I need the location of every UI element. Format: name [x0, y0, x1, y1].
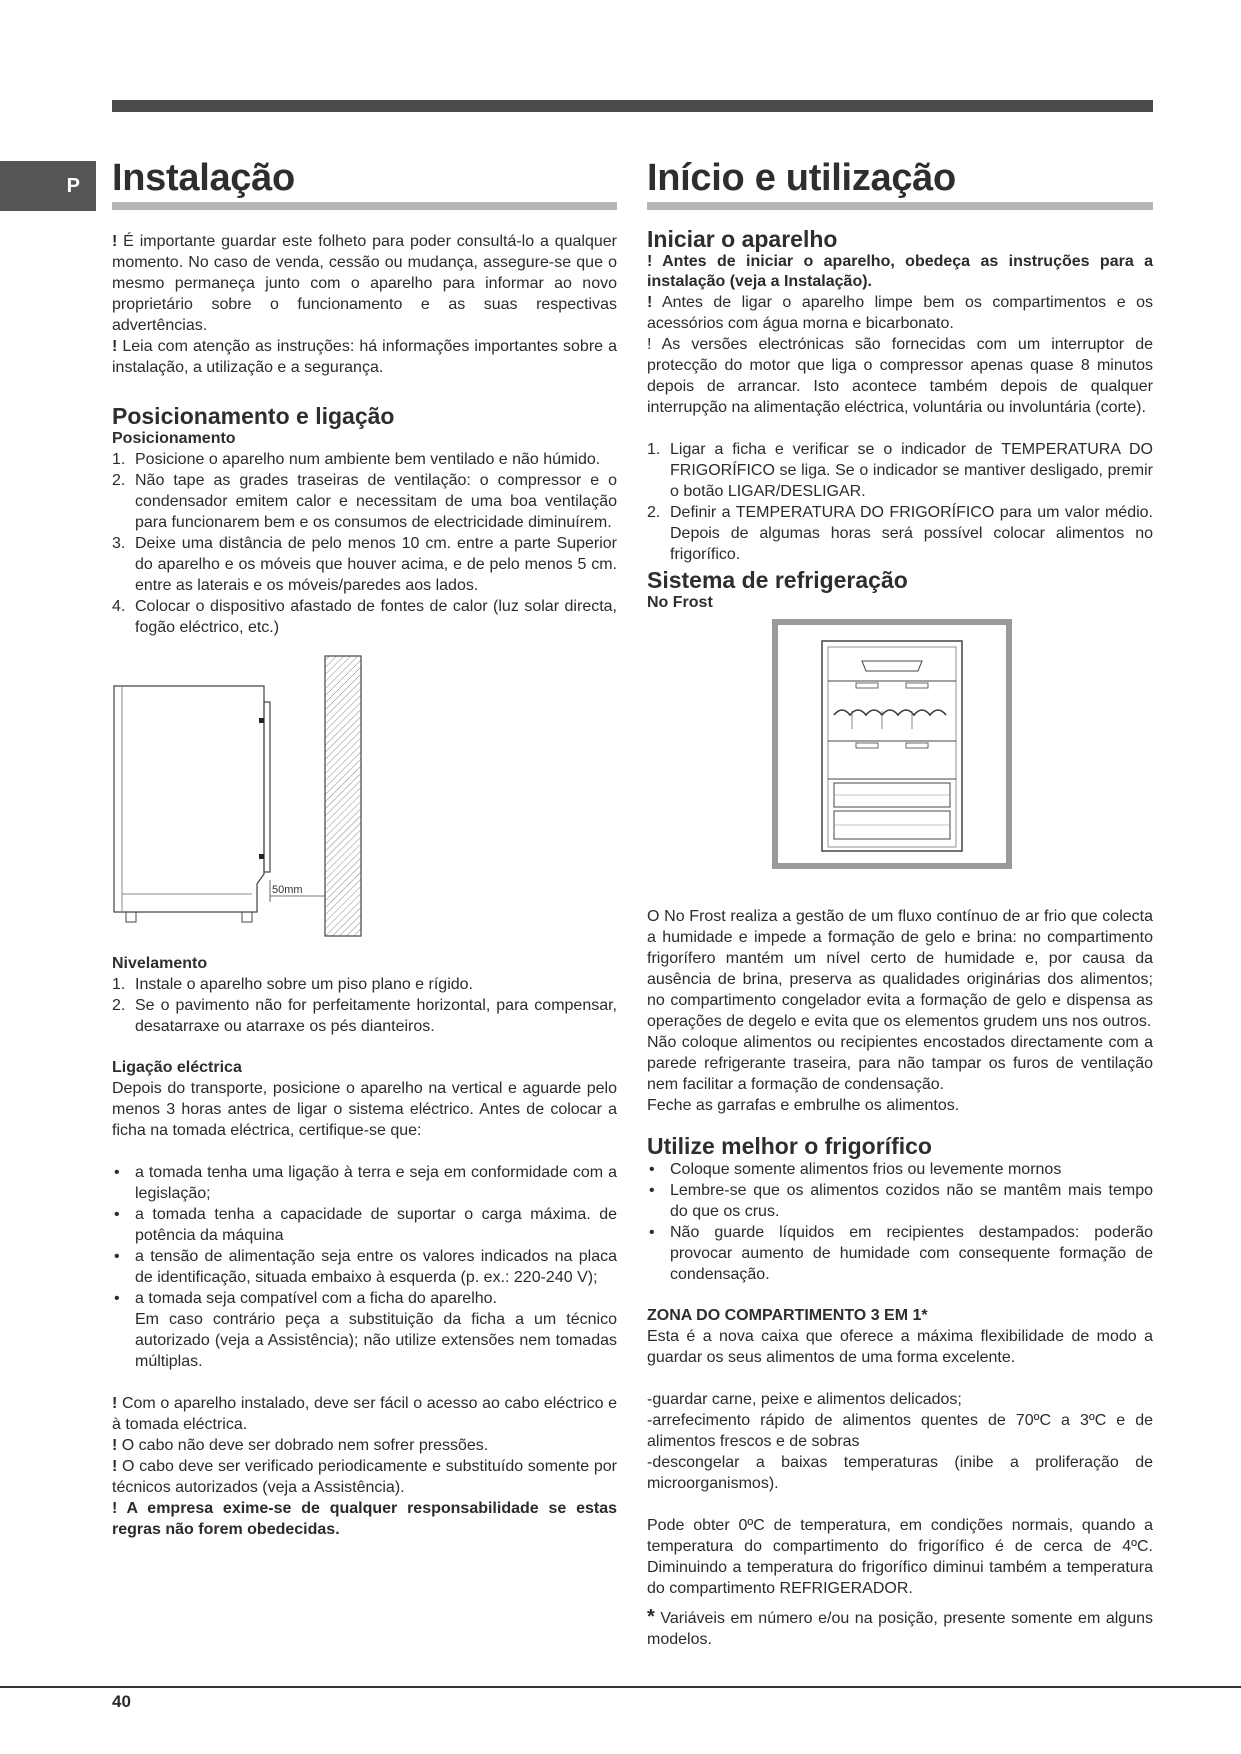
no-frost-description: O No Frost realiza a gestão de um fluxo contínuo de ar frio que colecta a humidade e impede a formação de gelo e brina: no compartimento frigorífero mantém um nível certo de humidade e, por causa da ausência de brina, preserva as qualidades originárias dos alimentos; no compartimento congelador evita a formação de gelo e dispensa as operações de degelo e evita que os elementos grudem uns nos outros.	[647, 908, 1153, 1030]
cooling-system-heading: Sistema de refrigeração	[647, 567, 908, 593]
electrical-intro: Depois do transporte, posicione o aparelho na vertical e aguarde pelo menos 3 horas antes de ligar o sistema eléctrico. Antes de colocar a ficha na tomada eléctrica, certifique-se que:	[112, 1080, 617, 1139]
no-frost-subheading: No Frost	[647, 594, 713, 611]
positioning-subheading: Posicionamento	[112, 430, 236, 447]
zone-heading: ZONA DO COMPARTIMENTO 3 EM 1*	[647, 1307, 928, 1324]
wall-hatch	[325, 656, 361, 936]
fridge-interior-figure	[772, 619, 1012, 869]
bottom-rule	[0, 1686, 1241, 1688]
no-frost-diagram	[772, 619, 1012, 869]
list-item: 1. Instale o aparelho sobre um piso plano e rígido.	[112, 976, 473, 993]
list-item: • Lembre-se que os alimentos cozidos não se mantêm mais tempo do que os crus.	[647, 1180, 1153, 1222]
language-tab: P	[0, 161, 96, 211]
electrical-subheading: Ligação eléctrica	[112, 1059, 242, 1076]
positioning-heading: Posicionamento e ligação	[112, 403, 395, 429]
top-rule	[112, 100, 1153, 112]
liability-warning: ! A empresa exime-se de qualquer responsabilidade se estas regras não forem obedecidas.	[112, 1500, 617, 1538]
list-item: 4. Colocar o dispositivo afastado de fontes de calor (luz solar directa, fogão eléctrico, etc.)	[112, 598, 617, 636]
cable-warning-2: ! O cabo não deve ser dobrado nem sofrer pressões.	[112, 1437, 489, 1454]
list-item: 2. Definir a TEMPERATURA DO FRIGORÍFICO para um valor médio. Depois de algumas horas será possível colocar alimentos no frigorífico.	[647, 504, 1153, 563]
list-item: 3. Deixe uma distância de pelo menos 10 cm. entre a parte Superior do aparelho e os móveis que houver acima, e de pelo menos 5 cm. entre as laterais e os móveis/paredes aos lados.	[112, 535, 617, 594]
list-item: 1. Posicione o aparelho num ambiente bem ventilado e não húmido.	[112, 451, 601, 468]
zone-use-line: -guardar carne, peixe e alimentos delicados;	[647, 1391, 962, 1408]
installation-column	[112, 156, 617, 1540]
list-item: • a tensão de alimentação seja entre os valores indicados na placa de identificação, situada embaixo à esquerda (p. ex.: 220-240 V);	[112, 1246, 617, 1288]
assistance-reference: veja a Assistência	[220, 1332, 349, 1349]
list-item: 1. Ligar a ficha e verificar se o indicador de TEMPERATURA DO FRIGORÍFICO se liga. Se o indicador se mantiver desligado, premir o botão LIGAR/DESLIGAR.	[647, 441, 1153, 500]
start-heading: Iniciar o aparelho	[647, 226, 838, 252]
intro-warning-2: ! Leia com atenção as instruções: há informações importantes sobre a instalação, a utilização e a segurança.	[112, 338, 617, 376]
usage-column	[647, 156, 1153, 1650]
start-steps	[647, 439, 1153, 565]
best-use-list	[647, 1159, 1153, 1285]
leveling-subheading: Nivelamento	[112, 955, 208, 972]
list-item: 2. Não tape as grades traseiras de ventilação: o compressor e o condensador emitem calor e necessitam de uma boa ventilação para funcionarem bem e os consumos de electricidade diminuírem.	[112, 472, 617, 531]
cable-warning-1: ! Com o aparelho instalado, deve ser fácil o acesso ao cabo eléctrico e à tomada eléctrica.	[112, 1395, 617, 1433]
zone-uses	[647, 1389, 1153, 1494]
zone-temperature-note: Pode obter 0ºC de temperatura, em condições normais, quando a temperatura do compartimento do frigorífico é de cerca de 4ºC. Diminuindo a temperatura do frigorífico diminui também a temperatura do compartimento REFRIGERADOR.	[647, 1517, 1153, 1597]
cable-warning-3: ! O cabo deve ser verificado periodicamente e substituído somente por técnicos autorizados (veja a Assistência).	[112, 1458, 617, 1496]
no-frost-wrap-note: Feche as garrafas e embrulhe os alimentos.	[647, 1097, 960, 1114]
no-frost-wall-note: Não coloque alimentos ou recipientes encostados directamente com a parede refrigerante traseira, para não tampar os furos de ventilação nem facilitar a formação de condensação.	[647, 1034, 1153, 1093]
clearance-label: 50mm	[272, 884, 303, 896]
list-item: • Coloque somente alimentos frios ou levemente mornos	[647, 1159, 1153, 1180]
electronic-versions-note: ! As versões electrónicas são fornecidas com um interruptor de protecção do motor que liga o compressor apenas quase 8 minutos depois de arrancar. Isto acontece também depois de qualquer interrupção na alimentação eléctrica, voluntária ou involuntária (corte).	[647, 336, 1153, 416]
best-use-heading: Utilize melhor o frigorífico	[647, 1133, 932, 1159]
usage-title: Início e utilização	[647, 156, 1153, 210]
leveling-list	[112, 974, 617, 1037]
list-item: 2. Se o pavimento não for perfeitamente horizontal, para compensar, desatarraxe ou atarraxe os pés dianteiros.	[112, 997, 617, 1035]
list-item: • a tomada tenha a capacidade de suportar o carga máxima. de potência da máquina	[112, 1204, 617, 1246]
list-item: • a tomada tenha uma ligação à terra e seja em conformidade com a legislação;	[112, 1162, 617, 1204]
electrical-continuation: Em caso contrário peça a substituição da ficha a um técnico autorizado (veja a Assistência); não utilize extensões nem tomadas múltiplas.	[135, 1311, 617, 1370]
zone-use-line: -descongelar a baixas temperaturas (inibe a proliferação de microorganismos).	[647, 1454, 1153, 1492]
footnote: * Variáveis em número e/ou na posição, presente somente em alguns modelos.	[647, 1606, 1153, 1648]
electrical-checklist	[112, 1162, 617, 1309]
intro-warning-1: ! É importante guardar este folheto para poder consultá-lo a qualquer momento. No caso de venda, cessão ou mudança, assegure-se que o mesmo permaneça junto com o aparelho para informar ao novo proprietário sobre o funcionamento e as suas respectivas advertências.	[112, 233, 617, 334]
zone-use-line: -arrefecimento rápido de alimentos quentes de 70ºC a 3ºC e de alimentos frescos e de sobras	[647, 1412, 1153, 1450]
start-cleaning-note: ! Antes de ligar o aparelho limpe bem os compartimentos e os acessórios com água morna e bicarbonato.	[647, 294, 1153, 332]
list-item: • Não guarde líquidos em recipientes destampados: poderão provocar aumento de humidade com consequente formação de condensação.	[647, 1222, 1153, 1285]
list-item: • a tomada seja compatível com a ficha do aparelho.	[112, 1288, 617, 1309]
positioning-list	[112, 449, 617, 638]
page-number: 40	[112, 1692, 131, 1711]
installation-diagram	[112, 654, 372, 944]
installation-title: Instalação	[112, 156, 617, 210]
fridge-wall-clearance-figure	[112, 654, 372, 944]
zone-description: Esta é a nova caixa que oferece a máxima flexibilidade de modo a guardar os seus alimentos de uma forma excelente.	[647, 1328, 1153, 1366]
start-warning: ! Antes de iniciar o aparelho, obedeça as instruções para a instalação (veja a Instalação).	[647, 253, 1153, 290]
